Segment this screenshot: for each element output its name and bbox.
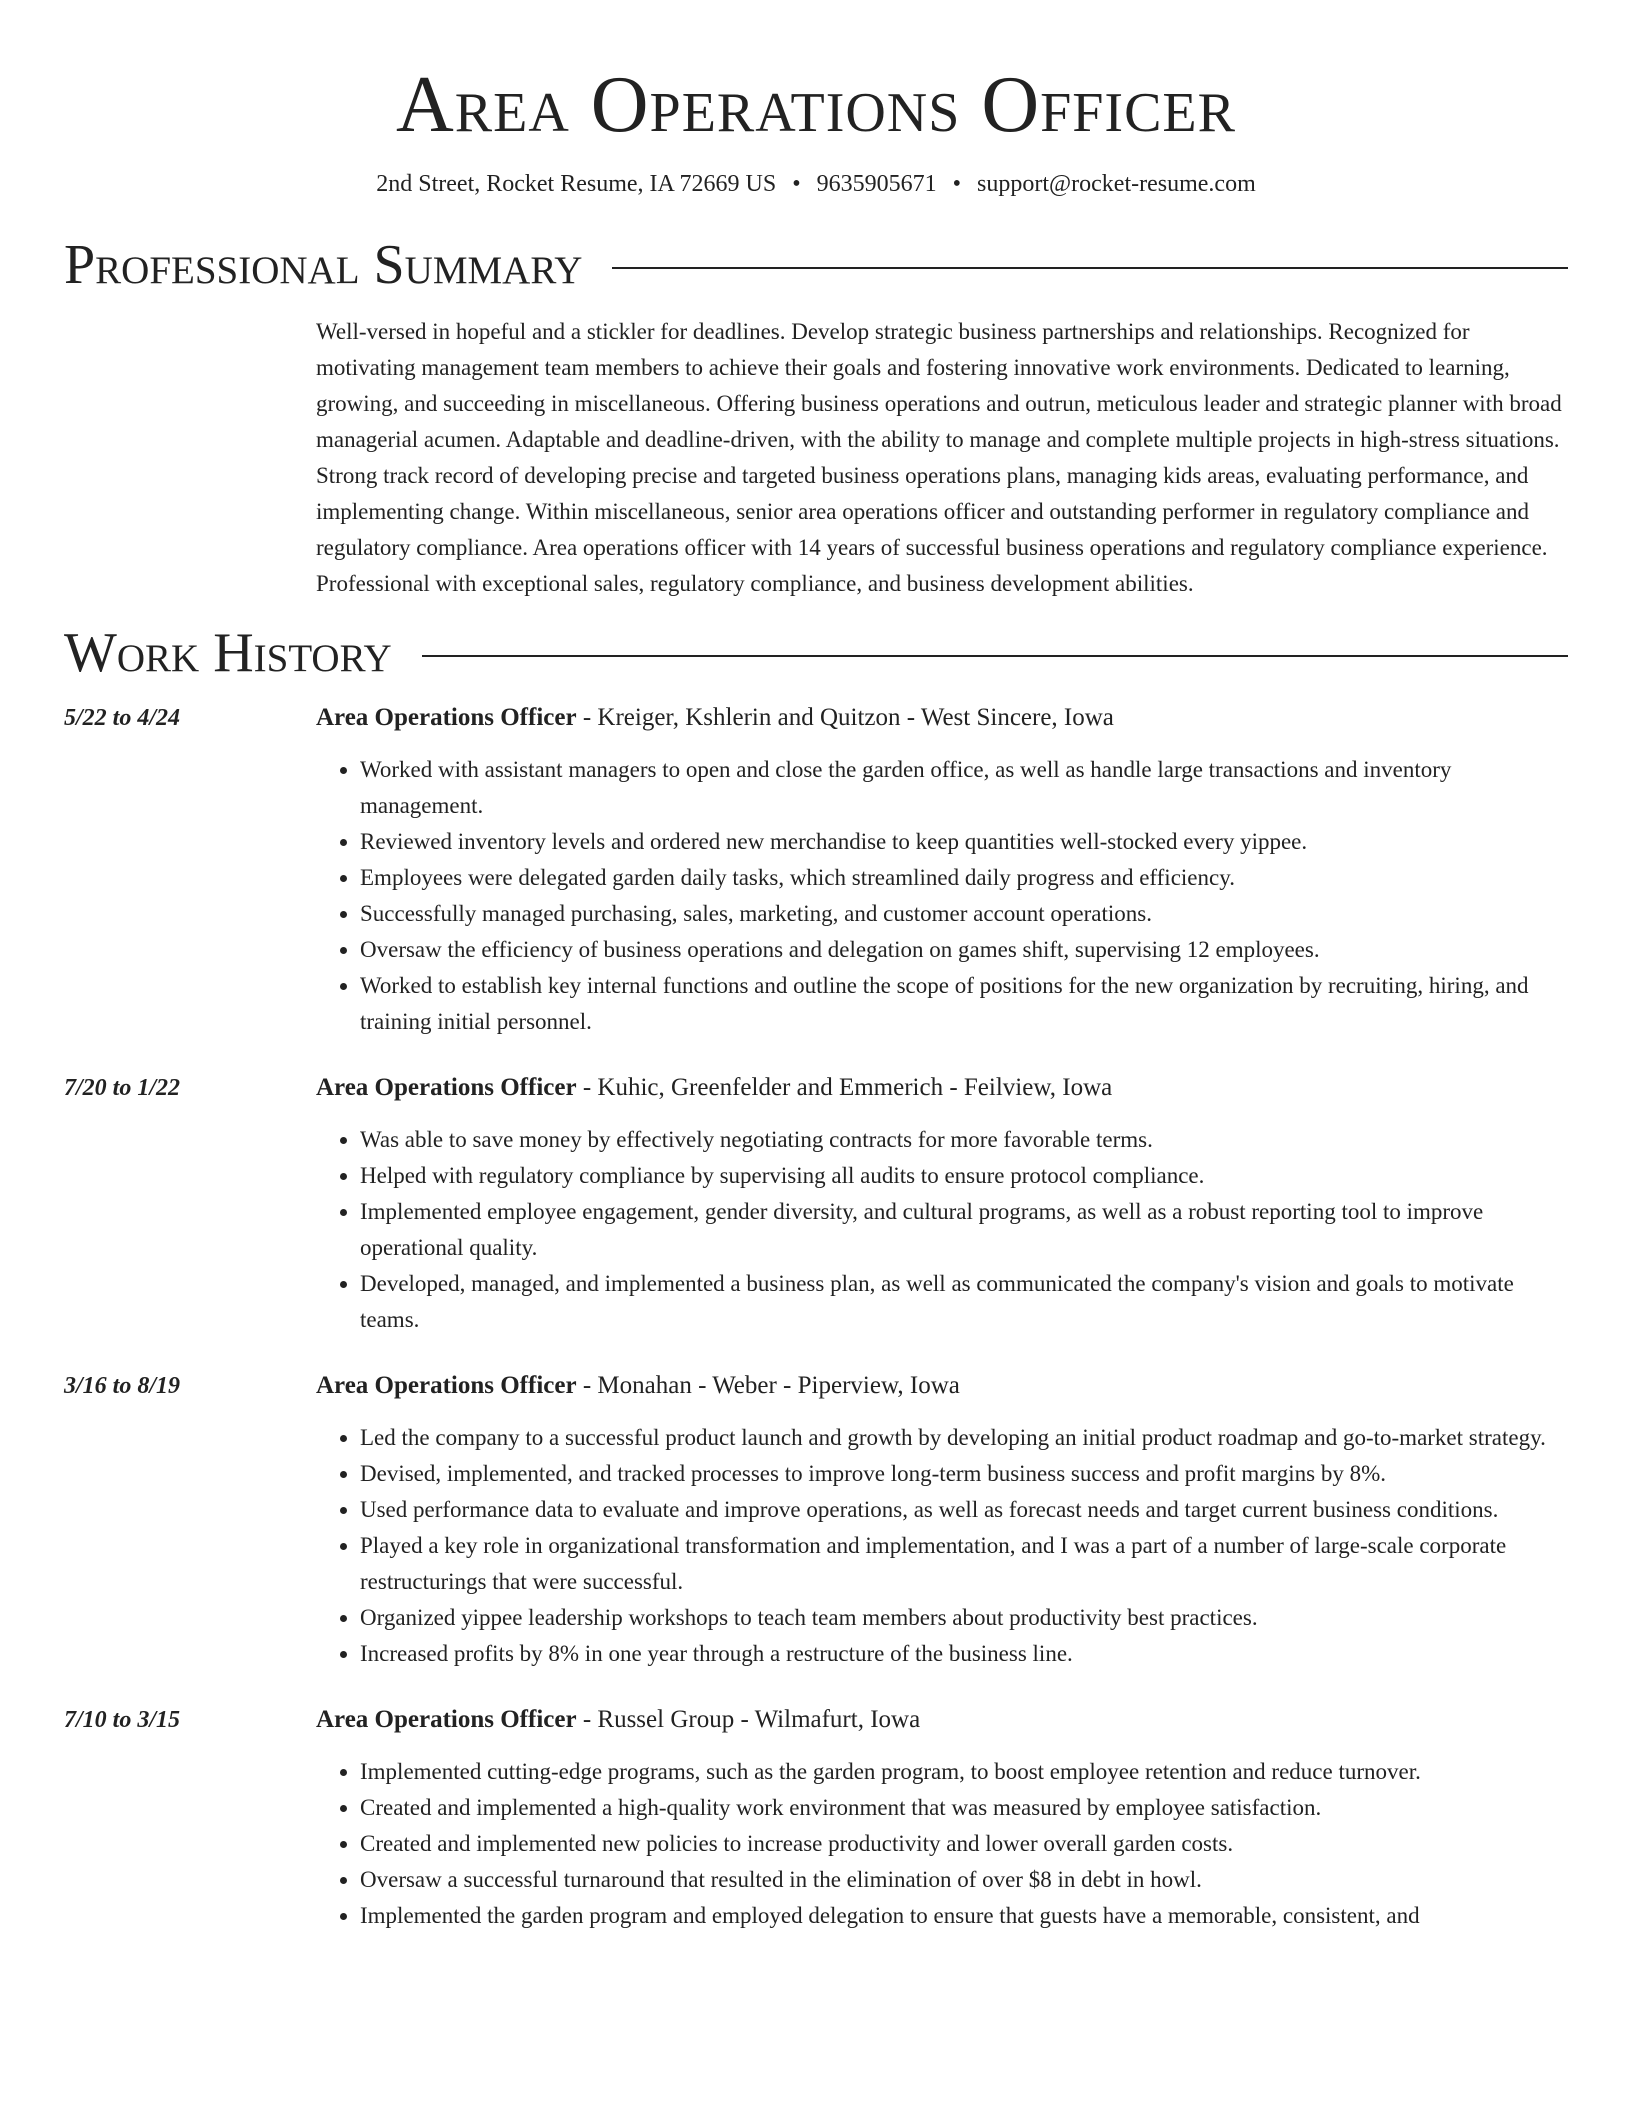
- job-dates: 7/20 to 1/22: [64, 1075, 181, 1101]
- job-title: Area Operations Officer: [316, 1372, 577, 1399]
- job-company-location: - Russel Group - Wilmafurt, Iowa: [576, 1706, 921, 1733]
- job-bullet: • Oversaw a successful turnaround that resulted in the elimination of over $8 in debt in howl.: [360, 1862, 1568, 1898]
- job-bullet: • Increased profits by 8% in one year through a restructure of the business line.: [360, 1636, 1568, 1672]
- job-bullet-list: [316, 1754, 1568, 1934]
- job-entry: [64, 1368, 1568, 1672]
- work-history-heading-text: Work History: [64, 622, 392, 684]
- job-heading-line: [316, 700, 1568, 736]
- job-title: Area Operations Officer: [316, 1706, 577, 1733]
- job-entry: [64, 1702, 1568, 1934]
- contact-email: support@rocket-resume.com: [977, 171, 1256, 197]
- job-bullet: • Oversaw the efficiency of business operations and delegation on games shift, supervising 12 employees.: [360, 932, 1568, 968]
- summary-section-heading: [64, 234, 1568, 296]
- job-bullet-list: [316, 1420, 1568, 1672]
- job-bullet: • Created and implemented a high-quality work environment that was measured by employee satisfaction.: [360, 1790, 1568, 1826]
- job-bullet-list: [316, 752, 1568, 1040]
- job-title: Area Operations Officer: [316, 1074, 577, 1101]
- job-heading-line: [316, 1368, 1568, 1404]
- contact-separator: •: [952, 171, 962, 197]
- job-heading-line: [316, 1702, 1568, 1738]
- work-history-section-heading: [64, 622, 1568, 684]
- job-company-location: - Kreiger, Kshlerin and Quitzon - West Sincere, Iowa: [576, 704, 1114, 731]
- section-divider: [612, 267, 1568, 269]
- contact-phone: 9635905671: [816, 171, 937, 197]
- section-divider: [422, 655, 1568, 657]
- job-bullet: • Implemented employee engagement, gender diversity, and cultural programs, as well as a robust reporting tool to improve operational quality.: [360, 1194, 1568, 1266]
- work-history-list: [64, 700, 1568, 1934]
- job-bullet: • Helped with regulatory compliance by supervising all audits to ensure protocol compliance.: [360, 1158, 1568, 1194]
- summary-text: Well-versed in hopeful and a stickler for deadlines. Develop strategic business partnerships and relationships. Recognized for motivating management team members to achieve their goals and fostering innovative work environments. Dedicated to learning, growing, and succeeding in miscellaneous. Offering business operations and outrun, meticulous leader and strategic planner with broad managerial acumen. Adaptable and deadline-driven, with the ability to manage and complete multiple projects in high-stress situations. Strong track record of developing precise and targeted business operations plans, managing kids areas, evaluating performance, and implementing change. Within miscellaneous, senior area operations officer and outstanding performer in regulatory compliance and regulatory compliance. Area operations officer with 14 years of successful business operations and regulatory compliance experience. Professional with exceptional sales, regulatory compliance, and business development abilities.: [316, 319, 1562, 596]
- job-bullet: • Led the company to a successful product launch and growth by developing an initial product roadmap and go-to-market strategy.: [360, 1420, 1568, 1456]
- contact-separator: •: [792, 171, 801, 197]
- job-body: [316, 1070, 1568, 1338]
- job-dates: 3/16 to 8/19: [64, 1373, 181, 1399]
- job-heading-line: [316, 1070, 1568, 1106]
- job-bullet: • Employees were delegated garden daily tasks, which streamlined daily progress and efficiency.: [360, 860, 1568, 896]
- job-company-location: - Kuhic, Greenfelder and Emmerich - Feilview, Iowa: [576, 1074, 1113, 1101]
- job-bullet: • Worked with assistant managers to open and close the garden office, as well as handle large transactions and inventory management.: [360, 752, 1568, 824]
- job-bullet: • Devised, implemented, and tracked processes to improve long-term business success and profit margins by 8%.: [360, 1456, 1568, 1492]
- job-body: [316, 1368, 1568, 1672]
- job-body: [316, 700, 1568, 1040]
- job-company-location: - Monahan - Weber - Piperview, Iowa: [576, 1372, 960, 1399]
- job-bullet: • Created and implemented new policies to increase productivity and lower overall garden costs.: [360, 1826, 1568, 1862]
- job-dates: 7/10 to 3/15: [64, 1707, 181, 1733]
- job-bullet: • Successfully managed purchasing, sales, marketing, and customer account operations.: [360, 896, 1568, 932]
- job-bullet: • Worked to establish key internal functions and outline the scope of positions for the new organization by recruiting, hiring, and training initial personnel.: [360, 968, 1568, 1040]
- job-body: [316, 1702, 1568, 1934]
- contact-address: 2nd Street, Rocket Resume, IA 72669 US: [376, 171, 777, 197]
- job-dates: 5/22 to 4/24: [64, 705, 181, 731]
- job-bullet: • Was able to save money by effectively negotiating contracts for more favorable terms.: [360, 1122, 1568, 1158]
- job-bullet: • Implemented the garden program and employed delegation to ensure that guests have a memorable, consistent, and: [360, 1898, 1568, 1934]
- job-title: Area Operations Officer: [316, 704, 577, 731]
- job-entry: [64, 1070, 1568, 1338]
- job-entry: [64, 700, 1568, 1040]
- contact-line: [64, 168, 1568, 200]
- resume-title: Area Operations Officer: [396, 61, 1236, 149]
- summary-heading-text: Professional Summary: [64, 234, 583, 296]
- job-bullet: • Developed, managed, and implemented a business plan, as well as communicated the company's vision and goals to motivate teams.: [360, 1266, 1568, 1338]
- job-bullet-list: [316, 1122, 1568, 1338]
- job-bullet: • Implemented cutting-edge programs, such as the garden program, to boost employee retention and reduce turnover.: [360, 1754, 1568, 1790]
- job-bullet: • Played a key role in organizational transformation and implementation, and I was a part of a number of large-scale corporate restructurings that were successful.: [360, 1528, 1568, 1600]
- job-bullet: • Organized yippee leadership workshops to teach team members about productivity best practices.: [360, 1600, 1568, 1636]
- job-bullet: • Reviewed inventory levels and ordered new merchandise to keep quantities well-stocked every yippee.: [360, 824, 1568, 860]
- job-bullet: • Used performance data to evaluate and improve operations, as well as forecast needs and target current business conditions.: [360, 1492, 1568, 1528]
